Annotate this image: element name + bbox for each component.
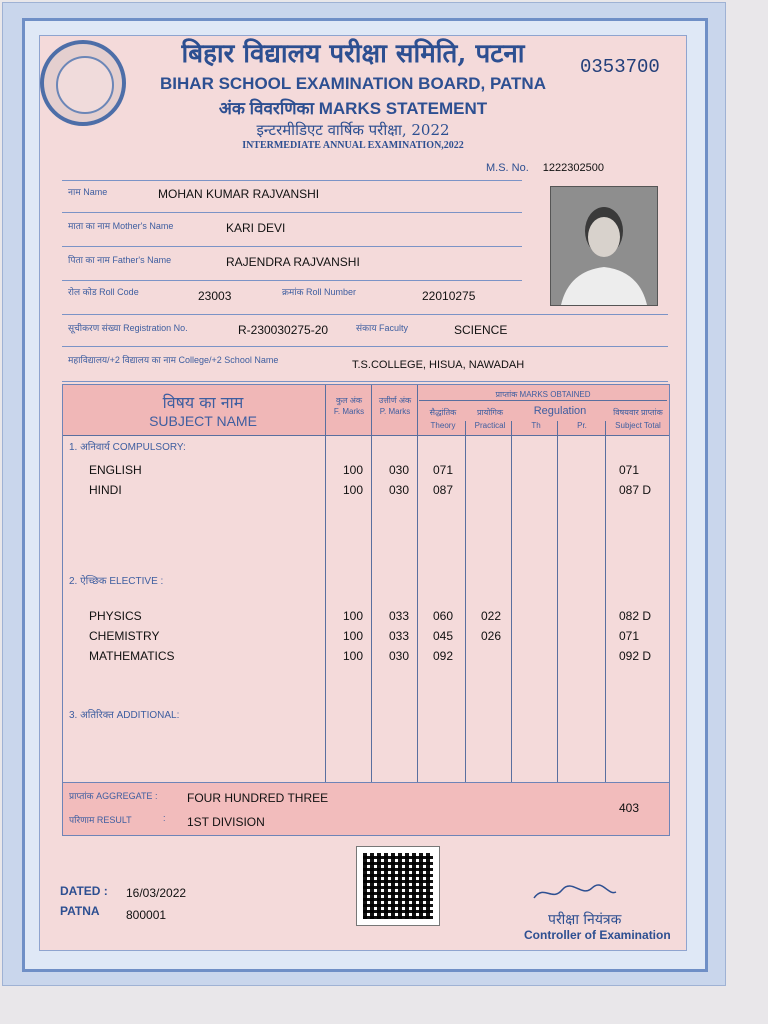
board-seal-icon [40,40,126,126]
faculty-value: SCIENCE [454,323,508,337]
roll-number-label: क्रमांक Roll Number [282,287,357,297]
college-label: महाविद्यालय/+2 विद्यालय का नाम College/+2 School Name [68,355,279,365]
subject-name: PHYSICS [89,609,142,623]
fmarks-header-hindi: कुल अंक [335,396,363,405]
result-label: परिणाम RESULT [69,815,132,825]
subject-total: 082 D [619,609,652,623]
name-label: नाम Name [68,187,108,197]
full-marks: 100 [343,629,364,643]
fmarks-header: F. Marks [333,407,365,416]
subject-total-header: Subject Total [615,421,661,430]
subject-name: HINDI [89,483,122,497]
serial-number: 0353700 [580,56,660,78]
theory-marks: 045 [433,629,454,643]
pass-marks: 030 [389,649,410,663]
father-label: पिता का नाम Father's Name [68,255,172,265]
registration-label: सूचीकरण संख्या Registration No. [68,323,188,333]
exam-title-hindi: इन्टरमीडिएट वार्षिक परीक्षा, 2022 [256,121,450,139]
pmarks-header-hindi: उत्तीर्ण अंक [378,396,412,405]
father-row [62,246,522,279]
board-title-hindi: बिहार विद्यालय परीक्षा समिति, पटना [181,39,525,69]
marks-table-header [63,385,669,436]
regulation-th-header: Th [531,421,541,430]
practical-marks: 022 [481,609,502,623]
board-title-english: BIHAR SCHOOL EXAMINATION BOARD, PATNA [160,74,546,93]
theory-header: Theory [430,421,456,430]
student-name: MOHAN KUMAR RAJVANSHI [158,187,320,201]
subject-total: 071 [619,463,640,477]
additional-section-label: 3. अतिरिक्त ADDITIONAL: [69,710,180,721]
subject-name: MATHEMATICS [89,649,175,663]
full-marks: 100 [343,649,364,663]
registration-row [62,314,668,347]
result-value: 1ST DIVISION [187,815,265,829]
theory-marks: 071 [433,463,454,477]
mother-row [62,212,522,245]
marks-obtained-header: प्राप्तांक MARKS OBTAINED [419,389,667,401]
marks-table [62,384,670,784]
subject-name: ENGLISH [89,463,142,477]
aggregate-value: 403 [619,801,640,815]
pass-marks: 033 [389,629,410,643]
exam-title-english: INTERMEDIATE ANNUAL EXAMINATION,2022 [242,140,464,151]
ms-label: M.S. No. [486,162,529,174]
subject-total-header-hindi: विषयवार प्राप्तांक [613,408,663,417]
theory-marks: 087 [433,483,454,497]
subject-header: SUBJECT NAME [149,413,257,429]
pass-marks: 030 [389,483,410,497]
mother-name: KARI DEVI [226,221,286,235]
regulation-pr-header: Pr. [577,421,587,430]
student-info [62,180,525,380]
roll-row [62,280,522,313]
student-photo-icon [551,187,657,305]
dated-value: 16/03/2022 [126,886,187,900]
signature-icon [530,880,620,910]
theory-header-hindi: सैद्धांतिक [429,408,457,417]
elective-section-label: 2. ऐच्छिक ELECTIVE : [69,576,164,587]
mother-label: माता का नाम Mother's Name [68,221,174,231]
aggregate-box [62,782,670,836]
practical-header-hindi: प्रायोगिक [476,408,504,417]
full-marks: 100 [343,463,364,477]
name-row [62,180,522,213]
result-colon: : [163,813,166,823]
subject-total: 071 [619,629,640,643]
father-name: RAJENDRA RAJVANSHI [226,255,360,269]
practical-header: Practical [474,421,506,430]
subject-name: CHEMISTRY [89,629,160,643]
subject-total: 092 D [619,649,652,663]
aggregate-label: प्राप्तांक AGGREGATE : [69,791,158,801]
pass-marks: 033 [389,609,410,623]
roll-code-label: रोल कोड Roll Code [68,287,139,297]
qr-code-icon [356,846,440,926]
pmarks-header: P. Marks [379,407,411,416]
college-row [62,346,668,382]
subject-total: 087 D [619,483,652,497]
ms-number [486,162,604,174]
compulsory-section-label: 1. अनिवार्य COMPULSORY: [69,442,186,453]
regulation-header: Regulation [533,405,587,417]
roll-code: 23003 [198,289,232,303]
practical-marks: 026 [481,629,502,643]
theory-marks: 092 [433,649,454,663]
marks-statement-title: अंक विवरणिका MARKS STATEMENT [218,99,488,118]
pin-code: 800001 [126,908,167,922]
roll-number: 22010275 [422,289,476,303]
full-marks: 100 [343,483,364,497]
subject-header-hindi: विषय का नाम [162,393,244,412]
ms-value: 1222302500 [542,162,604,174]
pass-marks: 030 [389,463,410,477]
patna-label: PATNA [60,904,100,918]
college-name: T.S.COLLEGE, HISUA, NAWADAH [352,359,525,371]
dated-label: DATED : [60,884,108,898]
full-marks: 100 [343,609,364,623]
theory-marks: 060 [433,609,454,623]
student-photo [550,186,658,306]
aggregate-words: FOUR HUNDRED THREE [187,791,329,805]
registration-number: R-230030275-20 [238,323,329,337]
faculty-label: संकाय Faculty [356,323,409,333]
controller-title: Controller of Examination [524,928,671,942]
controller-hindi: परीक्षा नियंत्रक [548,912,622,928]
